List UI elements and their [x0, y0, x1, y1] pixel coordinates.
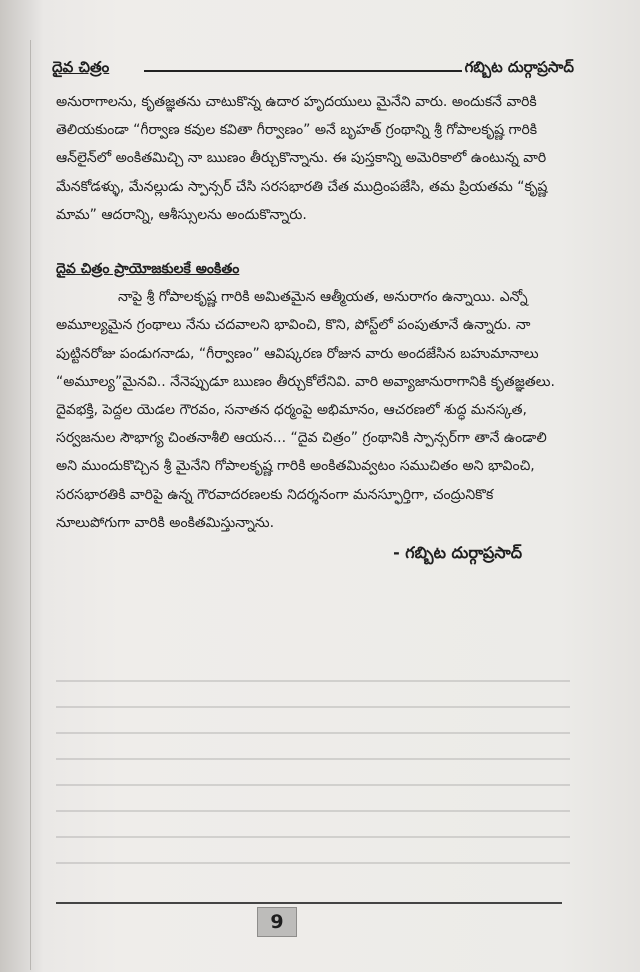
paragraph-2: నాపై శ్రీ గోపాలకృష్ణ గారికి అమితమైన ఆత్మీయత, అనురాగం ఉన్నాయి. ఎన్నో అమూల్యమైన గ్రంథాలు నేను చదవాలని భావించి, కొని, పోస్ట్‌లో పంపుతూనే ఉన్నారు. నా పుట్టినరోజు పండుగనాడు, “గీర్వాణం” ఆవిష్కరణ రోజున వారు అందజేసిన బహుమానాలు “అమూల్య”మైనవి.. నేనెప్పుడూ ఋణం తీర్చుకోలేనివి. వారి అవ్యాజానురాగానికి కృతజ్ఞతలు. దైవభక్తి, పెద్దల యెడల గౌరవం, సనాతన ధర్మంపై అభిమానం, ఆచరణలో శుద్ధ మనస్కత, సర్వజనుల సౌభాగ్య చింతనాశీలి ఆయన... “దైవ చిత్రం” గ్రంథానికి స్పాన్సర్‌గా తానే ఉండాలి అని ముందుకొచ్చిన శ్రీ మైనేని గోపాలకృష్ణ గారికి అంకితమివ్వటం సముచితం అని భావించి, సరసభారతికి వారిపై ఉన్న గౌరవాదరణలకు నిదర్శనంగా మనస్ఫూర్తిగా, చంద్రునికొక నూలుపోగుగా వారికి అంకితమిస్తున్నాను.: [56, 289, 555, 531]
page-number: 9: [257, 907, 297, 937]
header-book-title: దైవ చిత్రం: [52, 58, 110, 76]
page-body: [56, 88, 570, 567]
header-author: గబ్బిట దుర్గాప్రసాద్: [464, 58, 574, 76]
running-header: [52, 56, 574, 82]
paragraph-1: అనురాగాలను, కృతజ్ఞతను చాటుకొన్న ఉదార హృదయులు మైనేని వారు. అందుకనే వారికి తెలియకుండా “గీర్వాణ కవుల కవితా గీర్వాణం” అనే బృహత్ గ్రంథాన్ని శ్రీ గోపాలకృష్ణ గారికి ఆన్‌లైన్‌లో అంకితమిచ్చి నా ఋణం తీర్చుకొన్నాను. ఈ పుస్తకాన్ని అమెరికాలో ఉంటున్న వారి మేనకోడళ్ళు, మేనల్లుడు స్పాన్సర్ చేసి సరసభారతి చేత ముద్రింపజేసి, తమ ప్రియతమ “కృష్ణ మామ” ఆదరాన్ని, ఆశీస్సులను అందుకొన్నారు.: [56, 94, 548, 223]
header-rule: [144, 70, 462, 72]
footer-rule: [56, 902, 562, 904]
author-signature: - గబ్బిట దుర్గాప్రసాద్: [393, 543, 522, 563]
bleed-through-text: [56, 680, 570, 900]
section-heading: దైవ చిత్రం ప్రాయోజకులకే అంకితం: [56, 261, 240, 278]
binding-edge: [0, 40, 31, 970]
